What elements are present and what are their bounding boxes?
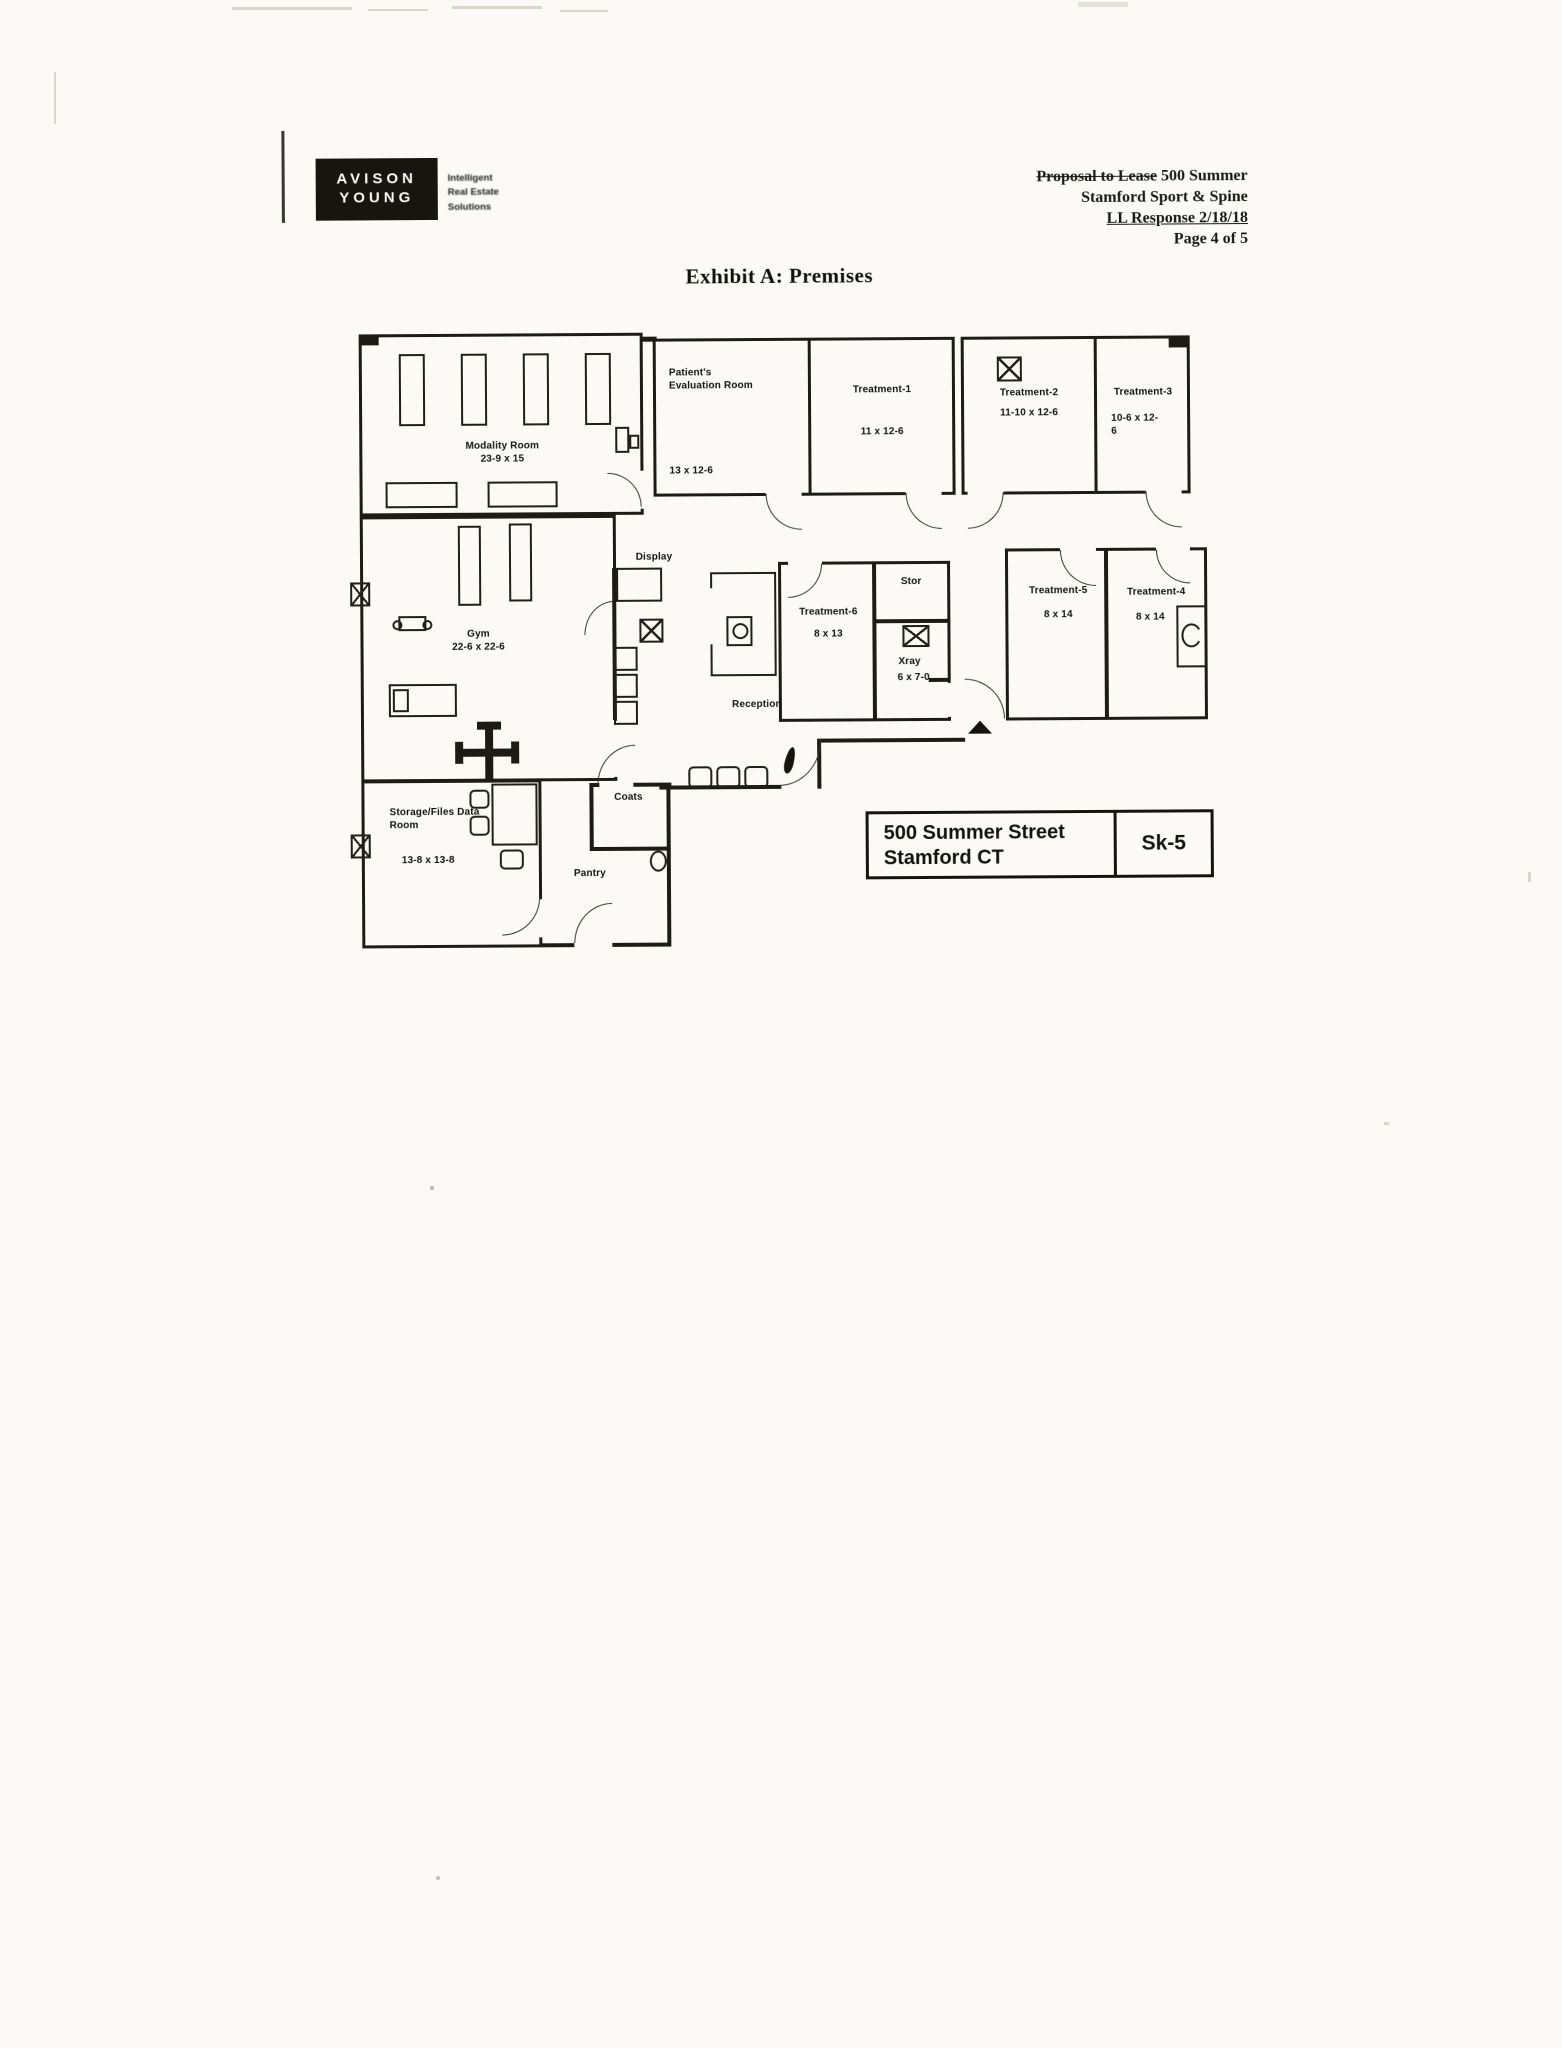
room-label-patients-eval: Patient's Evaluation Room	[668, 367, 753, 392]
cable-machine-icon	[455, 742, 463, 764]
toilet-icon	[1198, 629, 1204, 641]
floor-plan	[357, 327, 1223, 957]
document-reference-block	[896, 165, 1249, 251]
room-label-xray: Xray	[898, 656, 921, 668]
door-arc	[965, 679, 1005, 719]
cable-machine-icon	[511, 741, 519, 763]
room-dims-treatment-4: 8 x 14	[1135, 611, 1165, 623]
title-block-sheet-number: Sk-5	[1114, 812, 1211, 875]
doc-ref-line3: LL Response 2/18/18	[1106, 209, 1248, 227]
room-treatment-1	[808, 337, 956, 496]
doc-ref-line4: Page 4 of 5	[1173, 230, 1249, 248]
display-shelf	[614, 701, 638, 725]
exam-table	[509, 523, 532, 601]
room-label-treatment-4: Treatment-4	[1126, 586, 1186, 598]
waiting-chair	[744, 766, 768, 788]
wall	[589, 783, 593, 851]
door-arc	[1146, 491, 1182, 527]
wall	[872, 619, 950, 623]
logo-text-line1: AVISON	[336, 170, 417, 188]
exam-table	[399, 354, 425, 426]
stool-icon	[732, 623, 748, 639]
cable-machine-icon	[459, 748, 517, 756]
wall-fixture-icon	[350, 582, 370, 606]
room-dims-treatment-1: 11 x 12-6	[860, 426, 904, 438]
room-label-stor: Stor	[900, 576, 922, 588]
fountain-icon	[615, 427, 629, 453]
room-dims-treatment-3: 10-6 x 12-6	[1111, 412, 1159, 437]
room-label-modality: Modality Room 23-9 x 15	[465, 440, 540, 465]
room-label-treatment-5: Treatment-5	[1028, 585, 1088, 597]
door-opening	[946, 683, 953, 717]
room-label-treatment-6: Treatment-6	[799, 606, 858, 618]
room-label-treatment-1: Treatment-1	[852, 384, 912, 396]
door-arc	[574, 903, 612, 943]
room-dims-xray: 6 x 7-0	[897, 671, 930, 684]
desk	[491, 783, 537, 845]
room-label-coats: Coats	[614, 791, 643, 803]
room-label-reception: Reception	[731, 698, 782, 711]
corner-mark	[1169, 335, 1190, 347]
wall	[817, 738, 965, 743]
exam-table	[523, 353, 549, 425]
exam-table	[488, 481, 558, 507]
cable-machine-icon	[477, 722, 501, 730]
avison-young-logo	[316, 158, 438, 221]
header-vertical-rule	[281, 131, 285, 223]
room-label-display: Display	[635, 551, 673, 563]
room-label-treatment-2: Treatment-2	[999, 387, 1059, 399]
logo-tagline: Intelligent Real Estate Solutions	[447, 172, 500, 213]
room-label-storage-files: Storage/Files Data Room	[389, 806, 480, 832]
wall	[666, 783, 671, 947]
exam-table	[461, 354, 487, 426]
page-title: Exhibit A: Premises	[685, 263, 874, 289]
exercise-bike-icon	[392, 620, 402, 630]
room-label-treatment-3: Treatment-3	[1113, 386, 1173, 398]
doc-ref-line2: Stamford Sport & Spine	[1081, 188, 1248, 207]
sink-icon	[650, 851, 667, 872]
display-case	[616, 568, 662, 602]
title-block-address: 500 Summer Street Stamford CT	[883, 821, 1065, 870]
entry-arrow-icon	[968, 721, 992, 734]
door-arc	[906, 493, 942, 529]
logo-text-line2: YOUNG	[339, 189, 415, 207]
sink-icon	[997, 356, 1022, 381]
title-block	[866, 809, 1214, 879]
exam-table	[386, 482, 458, 508]
room-dims-treatment-5: 8 x 14	[1043, 609, 1073, 621]
corner-mark	[361, 336, 379, 345]
room-label-pantry: Pantry	[573, 867, 606, 880]
wall	[641, 337, 657, 342]
room-dims-treatment-6: 8 x 13	[814, 628, 843, 640]
display-shelf	[614, 647, 638, 671]
chair	[500, 849, 524, 869]
sink-icon	[902, 625, 929, 647]
fountain-icon	[629, 435, 639, 449]
room-dims-treatment-2: 11-10 x 12-6	[1000, 407, 1059, 419]
doc-ref-line1: Proposal to Lease 500 Summer	[1036, 167, 1248, 186]
display-shelf	[614, 674, 638, 698]
room-label-gym: Gym 22-6 x 22-6	[452, 628, 505, 653]
door-arc	[766, 494, 802, 530]
treadmill-icon	[393, 689, 409, 712]
door-opening	[574, 943, 612, 948]
waiting-chair	[688, 766, 712, 788]
wall-fixture-icon	[351, 834, 371, 858]
display-fixture-icon	[639, 619, 663, 643]
waiting-chair	[716, 766, 740, 788]
desk-opening	[708, 588, 714, 644]
room-dims-storage-files: 13-8 x 13-8	[401, 854, 455, 867]
door-arc	[968, 493, 1004, 529]
exam-table	[458, 526, 481, 606]
room-dims-patients-eval: 13 x 12-6	[669, 465, 714, 477]
exam-table	[585, 353, 611, 425]
